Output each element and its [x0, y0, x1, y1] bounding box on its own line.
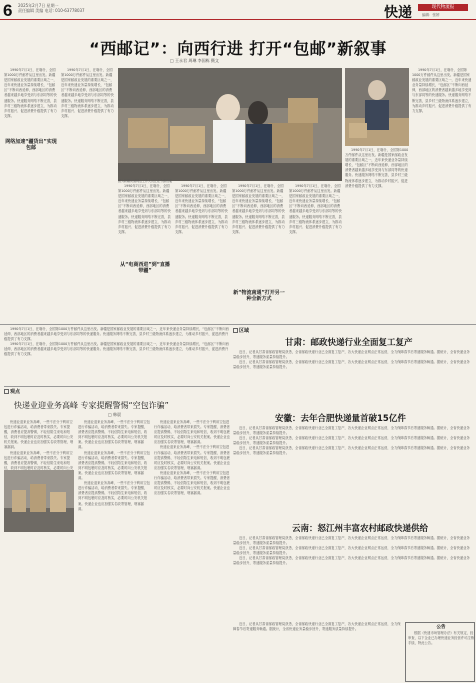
notice-box — [405, 622, 475, 682]
page-number: 6 — [3, 1, 13, 20]
newspaper-banner: 现代物流报 — [418, 4, 468, 11]
region-headline-yunnan: 云南：怒江州丰富农村邮政快递供给 — [292, 524, 429, 534]
main-body-text: 1990年7月1日，在喀什，全国第1000万件邮件从这里出发。新疆是国家邮政业发展的重要区域之一，近年来快递业务量持续增长，“包邮区”不断向西延伸，西部地区的消费者越来越多地享受到与东部同等的快递服务。快递服务网络不断完善，县乡村三级物流体系逐步建立，为推动乡村振兴、促进消费升级提供了有力支撑。 — [61, 68, 114, 118]
subhead-1: 网络加速“疆货出”实现包邮 — [5, 139, 57, 151]
column-name: 快递 — [384, 5, 412, 21]
main-body-col6 — [289, 184, 343, 321]
header-editors: 责任编辑 美编 电话: 010-63778037 — [18, 8, 85, 13]
viewpoint-byline: □ 韩晨 — [108, 412, 122, 417]
photo-courier-illustration — [345, 68, 409, 146]
main-body-text: 1990年7月1日，在喀什，全国第1000万件邮件从这里出发。新疆是国家邮政业发展的重要区域之一，近年来快递业务量持续增长，“包邮区”不断向西延伸，西部地区的消费者越来越多地享受到与东部同等的快递服务。快递服务网络不断完善，县乡村三级物流体系逐步建立，为推动乡村振兴、促进消费升级提供了有力支撑。 — [118, 184, 171, 234]
main-body-text: 1990年7月1日，在喀什，全国第1000万件邮件从这里出发。新疆是国家邮政业发展的重要区域之一，近年来快递业务量持续增长，“包邮区”不断向西延伸，西部地区的消费者越来越多地享受到与东部同等的快递服务。快递服务网络不断完善，县乡村三级物流体系逐步建立，为推动乡村振兴、促进消费升级提供了有力支撑。 — [175, 184, 228, 234]
main-body-text: 1990年7月1日，在喀什，全国第1000万件邮件从这里出发。新疆是国家邮政业发展的重要区域之一，近年来快递业务量持续增长，“包邮区”不断向西延伸，西部地区的消费者越来越多地享受到与东部同等的快递服务。快递服务网络不断完善，县乡村三级物流体系逐步建立，为推动乡村振兴、促进消费升级提供了有力支撑。 — [412, 68, 472, 113]
main-body-col4 — [175, 184, 229, 321]
main-body-col2 — [61, 68, 115, 321]
region-section-label: 区域 — [233, 327, 249, 334]
main-body-text: 1990年7月1日，在喀什，全国第1000万件邮件从这里出发。新疆是国家邮政业发展的重要区域之一，近年来快递业务量持续增长，“包邮区”不断向西延伸，西部地区的消费者越来越多地享受到与东部同等的快递服务。快递服务网络不断完善，县乡村三级物流体系逐步建立，为推动乡村振兴、促进消费升级提供了有力支撑。 — [345, 148, 409, 188]
main-photo — [118, 68, 342, 181]
page-header — [0, 0, 476, 20]
upper-left-body: 1990年7月1日，在喀什，全国第1000万件邮件从这里出发。新疆是国家邮政业发展的重要区域之一，近年来快递业务量持续增长，“包邮区”不断向西延伸，西部地区的消费者越来越多地享受到与东部同等的快递服务。快递服务网络不断完善，县乡村三级物流体系逐步建立，为推动乡村振兴、促进消费升级提供了有力支撑。 1990年7月1日，在喀什，全国第1000万件邮件从这里出发。新疆是国家邮政业发展的重要区域之一，近年来快递业务量持续增长，“包邮区”不断向西延伸，西部地区的消费者越来越多地享受到与东部同等的快递服务。快递服务网络不断完善，县乡村三级物流体系逐步建立，为推动乡村振兴、促进消费升级提供了有力支撑。 — [4, 327, 229, 357]
main-body-col8 — [412, 68, 472, 321]
header-date: 2025年2月7日 星期一 — [18, 3, 59, 8]
photo-caption: 图为新疆快递网点工作人员正在分拣包裹 — [118, 179, 173, 183]
viewpoint-section-label: 观点 — [4, 388, 20, 395]
section-divider — [0, 324, 476, 325]
main-body-text: 1990年7月1日，在喀什，全国第1000万件邮件从这里出发。新疆是国家邮政业发展的重要区域之一，近年来快递业务量持续增长，“包邮区”不断向西延伸，西部地区的消费者越来越多地享受到与东部同等的快递服务。快递服务网络不断完善，县乡村三级物流体系逐步建立，为推动乡村振兴、促进消费升级提供了有力支撑。 — [4, 68, 57, 118]
viewpoint-divider — [4, 386, 230, 387]
region-body-gansu: 近日，记者从甘肃省邮政管理局获悉，全省邮政快递行业已全面复工复产，各大快递企业网点正常运营，全力保障春节后寄递服务畅通。据统计，全省快递业务量稳步回升，寄递服务质量持续提升。 近日，记者从甘肃省邮政管理局获悉，全省邮政快递行业已全面复工复产，各大快递企业网点正常运营，全力保障春节后寄递服务畅通。据统计，全省快递业务量稳步回升，寄递服务质量持续提升。 — [233, 350, 470, 370]
region-body-yunnan: 近日，记者从甘肃省邮政管理局获悉，全省邮政快递行业已全面复工复产，各大快递企业网点正常运营，全力保障春节后寄递服务畅通。据统计，全省快递业务量稳步回升，寄递服务质量持续提升。 近日，记者从甘肃省邮政管理局获悉，全省邮政快递行业已全面复工复产，各大快递企业网点正常运营，全力保障春节后寄递服务畅通。据统计，全省快递业务量稳步回升，寄递服务质量持续提升。 近日，记者从甘肃省邮政管理局获悉，全省邮政快递行业已全面复工复产，各大快递企业网点正常运营，全力保障春节后寄递服务畅通。据统计，全省快递业务量稳步回升，寄递服务质量持续提升。 — [233, 536, 470, 566]
main-body-col7 — [345, 148, 409, 321]
region-body-anhui: 近日，记者从甘肃省邮政管理局获悉，全省邮政快递行业已全面复工复产，各大快递企业网点正常运营，全力保障春节后寄递服务畅通。据统计，全省快递业务量稳步回升，寄递服务质量持续提升。 近日，记者从甘肃省邮政管理局获悉，全省邮政快递行业已全面复工复产，各大快递企业网点正常运营，全力保障春节后寄递服务畅通。据统计，全省快递业务量稳步回升，寄递服务质量持续提升。 近日，记者从甘肃省邮政管理局获悉，全省邮政快递行业已全面复工复产，各大快递企业网点正常运营，全力保障春节后寄递服务畅通。据统计，全省快递业务量稳步回升，寄递服务质量持续提升。 — [233, 426, 470, 456]
viewpoint-body-col1: 快递业迎来业务高峰，一些不法分子利用空包进行诈骗活动，给消费者带来损失。专家提醒，消费者应提高警惕，不轻信陌生来电和短信，收到不明包裹时应及时核实，必要时向公安机关报案。快递企业也应加强实名收寄管理，堵塞漏洞。 快递业迎来业务高峰，一些不法分子利用空包进行诈骗活动，给消费者带来损失。专家提醒，消费者应提高警惕，不轻信陌生来电和短信，收到不明包裹时应及时核实，必要时向公安 — [4, 420, 74, 470]
main-byline: □ 王永君 周琳 李国栋 摄文 — [170, 58, 219, 63]
notice-body: 根据《快递市场管理办法》有关规定，经审查，以下企业已办理快递业务经营许可注销手续，特此公告。 — [408, 631, 474, 646]
viewpoint-body-col3: 快递业迎来业务高峰，一些不法分子利用空包进行诈骗活动，给消费者带来损失。专家提醒，消费者应提高警惕，不轻信陌生来电和短信，收到不明包裹时应及时核实，必要时向公安机关报案。快递企业也应加强实名收寄管理，堵塞漏洞。 快递业迎来业务高峰，一些不法分子利用空包进行诈骗活动，给消费者带来损失。专家提醒，消费者应提高警惕，不轻信陌生来电和短信，收到不明包裹时应及时核实，必要时向公安机关报案。快递企业也应加强实名收寄管理，堵塞漏洞。 快递业迎来业务高峰，一些不法分子利用空包进行诈骗活动，给消费者带来损失。专家提醒，消费者应提高警惕，不轻信陌生来电和短信，收到不明包裹时应及时核实，必要时向公安机关报案。快递企业也应加强实名收寄管理，堵塞漏洞。 — [154, 420, 230, 496]
main-headline: “西邮记”：向西行进 打开“包邮”新叙事 — [89, 39, 387, 58]
notice-title: 公告 — [436, 625, 446, 630]
main-body-text: 1990年7月1日，在喀什，全国第1000万件邮件从这里出发。新疆是国家邮政业发展的重要区域之一，近年来快递业务量持续增长，“包邮区”不断向西延伸，西部地区的消费者越来越多地享受到与东部同等的快递服务。快递服务网络不断完善，县乡村三级物流体系逐步建立，为推动乡村振兴、促进消费升级提供了有力支撑。 — [232, 184, 285, 234]
viewpoint-photo — [4, 470, 74, 532]
viewpoint-headline: 快递业迎业务高峰 专家提醒警惕“空包诈骗” — [14, 401, 169, 410]
photo-parcels-illustration — [118, 68, 342, 181]
region-headline-anhui: 安徽：去年合肥快递量首破15亿件 — [275, 414, 406, 424]
header-editor: 编辑：张婷 — [422, 13, 440, 17]
side-photo — [345, 68, 409, 146]
main-body-text: 1990年7月1日，在喀什，全国第1000万件邮件从这里出发。新疆是国家邮政业发展的重要区域之一，近年来快递业务量持续增长，“包邮区”不断向西延伸，西部地区的消费者越来越多地享受到与东部同等的快递服务。快递服务网络不断完善，县乡村三级物流体系逐步建立，为推动乡村振兴、促进消费升级提供了有力支撑。 — [289, 184, 342, 234]
viewpoint-body-col2: 快递业迎来业务高峰，一些不法分子利用空包进行诈骗活动，给消费者带来损失。专家提醒，消费者应提高警惕，不轻信陌生来电和短信，收到不明包裹时应及时核实，必要时向公安机关报案。快递企业也应加强实名收寄管理，堵塞漏洞。 快递业迎来业务高峰，一些不法分子利用空包进行诈骗活动，给消费者带来损失。专家提醒，消费者应提高警惕，不轻信陌生来电和短信，收到不明包裹时应及时核实，必要时向公安机关报案。快递企业也应加强实名收寄管理，堵塞漏洞。 快递业迎来业务高峰，一些不法分子利用空包进行诈骗活动，给消费者带来损失。专家提醒，消费者应提高警惕，不轻信陌生来电和短信，收到不明包裹时应及时核实，必要时向公安机关报案。快递企业也应加强实名收寄管理，堵塞漏洞。 — [78, 420, 150, 511]
photo-warehouse-illustration — [4, 470, 74, 532]
subhead-3: 新“物流南通”打开另一种全新方式 — [233, 290, 285, 302]
main-body-col3 — [118, 184, 172, 321]
header-meta — [18, 3, 85, 13]
main-body-col1 — [4, 68, 58, 321]
bottom-body: 近日，记者从甘肃省邮政管理局获悉，全省邮政快递行业已全面复工复产，各大快递企业网点正常运营，全力保障春节后寄递服务畅通。据统计，全省快递业务量稳步回升，寄递服务质量持续提升。 — [233, 622, 401, 632]
region-headline-gansu: 甘肃：邮政快递行业全面复工复产 — [285, 338, 413, 348]
subhead-2: 从“电商西进”到“直播带疆” — [120, 262, 170, 274]
